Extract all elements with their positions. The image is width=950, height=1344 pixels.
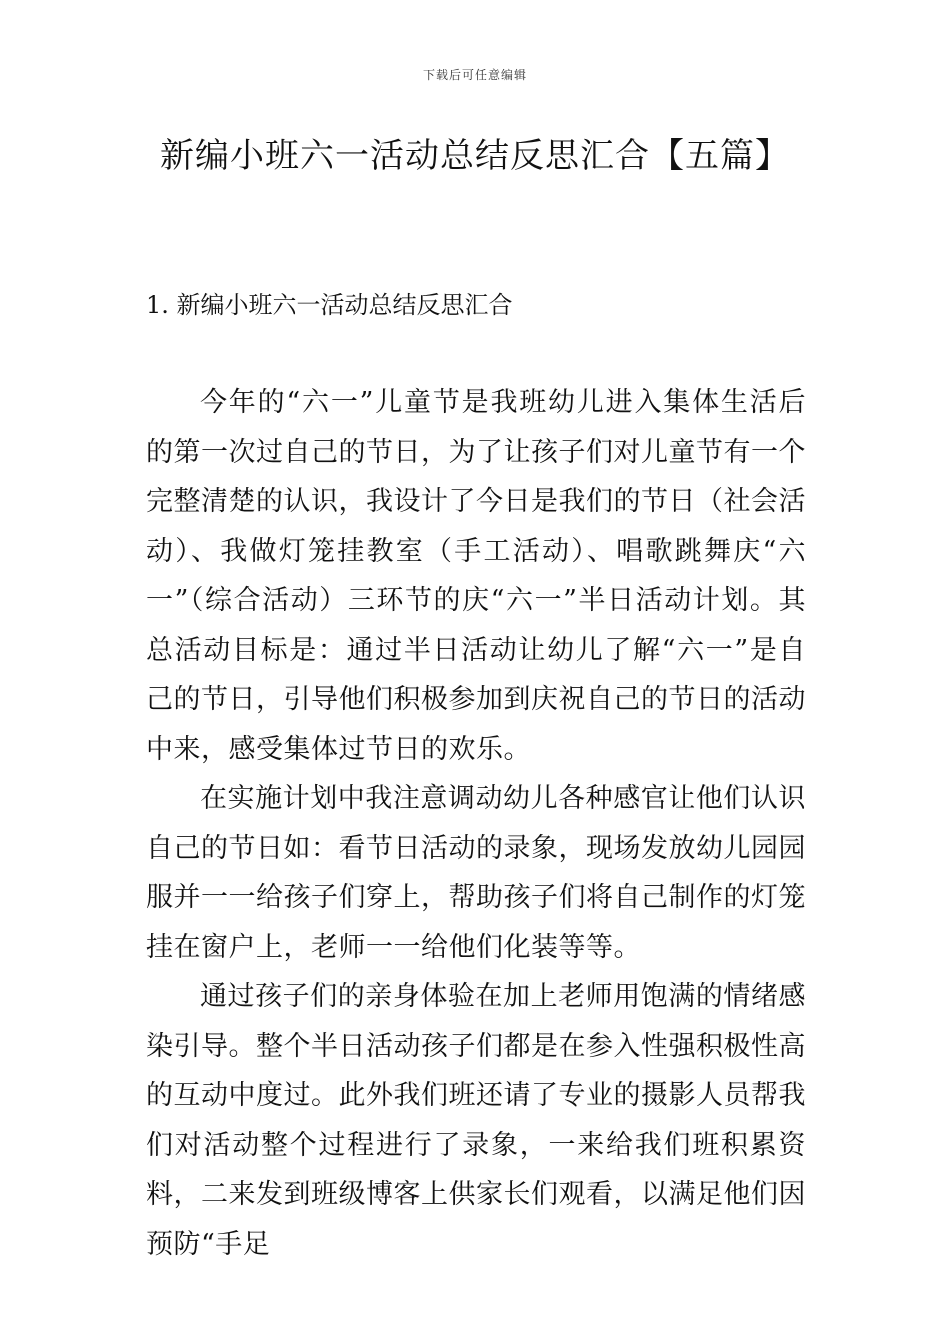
section-heading: 1. 新编小班六一活动总结反思汇合 xyxy=(146,291,513,319)
page-header-note: 下载后可任意编辑 xyxy=(422,68,527,82)
document-title: 新编小班六一活动总结反思汇合【五篇】 xyxy=(160,136,790,176)
document-body xyxy=(146,378,806,1269)
body-paragraph: 在实施计划中我注意调动幼儿各种感官让他们认识自己的节日如：看节日活动的录象，现场发放幼儿园园服并一一给孩子们穿上，帮助孩子们将自己制作的灯笼挂在窗户上，老师一一给他们化装等等。 xyxy=(146,783,806,963)
body-paragraph: 今年的“六一”儿童节是我班幼儿进入集体生活后的第一次过自己的节日，为了让孩子们对儿童节有一个完整清楚的认识，我设计了今日是我们的节日（社会活动）、我做灯笼挂教室（手工活动）、唱歌跳舞庆“六一”（综合活动）三环节的庆“六一”半日活动计划。其总活动目标是：通过半日活动让幼儿了解“六一”是自己的节日，引导他们积极参加到庆祝自己的节日的活动中来，感受集体过节日的欢乐。 xyxy=(146,387,806,765)
body-paragraph: 通过孩子们的亲身体验在加上老师用饱满的情绪感染引导。整个半日活动孩子们都是在参入性强积极性高的互动中度过。此外我们班还请了专业的摄影人员帮我们对活动整个过程进行了录象，一来给我们班积累资料，二来发到班级博客上供家长们观看，以满足他们因预防“手足 xyxy=(146,981,806,1260)
